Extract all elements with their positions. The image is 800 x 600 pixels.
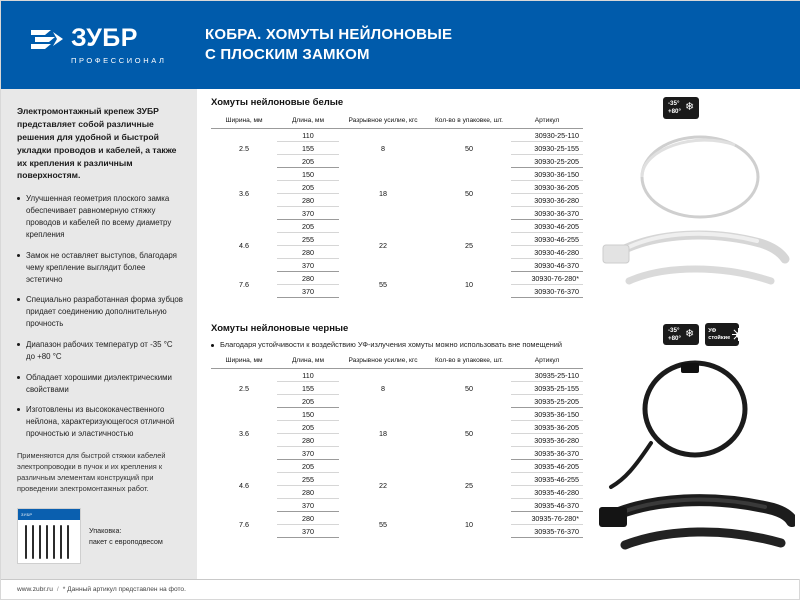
- cell-force: 18: [379, 189, 387, 198]
- table-row: [211, 512, 583, 525]
- cell-length: 205: [277, 395, 339, 408]
- table-row: [211, 129, 583, 142]
- cell-length: 280: [277, 194, 339, 207]
- sun-icon: [732, 328, 745, 341]
- cell-width: 4.6: [239, 241, 249, 250]
- temperature-badge: [663, 97, 699, 119]
- cell-article: 30935-36-280: [511, 434, 583, 447]
- table-row: [211, 408, 583, 421]
- section-note: Благодаря устойчивости к воздействию УФ-излучения хомуты можно использовать вне помещений: [211, 340, 583, 349]
- temperature-badge: [663, 324, 699, 346]
- cell-article: 30930-36-370: [511, 207, 583, 220]
- cell-length: 205: [277, 181, 339, 194]
- cell-force: 8: [381, 143, 385, 153]
- cell-article: 30935-36-150: [511, 408, 583, 421]
- list-item: Замок не оставляет выступов, благодаря чему крепление выглядит более эстетично: [17, 250, 183, 286]
- temp-high: +80°: [668, 107, 681, 115]
- table-header-row: [211, 354, 583, 369]
- page-header: [1, 1, 800, 89]
- cell-article: 30935-25-205: [511, 395, 583, 408]
- cell-force: 55: [379, 280, 387, 289]
- tie-strip: [32, 525, 34, 559]
- footer-note: * Данный артикул представлен на фото.: [62, 586, 186, 593]
- cell-force: 22: [379, 481, 387, 490]
- cell-force: 8: [381, 383, 385, 393]
- cell-length: 205: [277, 220, 339, 233]
- cell-qty: 50: [465, 429, 473, 438]
- cell-length: 150: [277, 408, 339, 421]
- temp-high: +80°: [668, 334, 681, 342]
- zubr-arrow-logo-icon: [29, 26, 63, 52]
- cell-width: 2.5: [239, 383, 249, 393]
- cell-width: 2.5: [239, 143, 249, 153]
- badges-black: [663, 323, 739, 346]
- cell-qty: 25: [465, 241, 473, 250]
- col-qty: Кол-во в упаковке, шт.: [427, 114, 511, 129]
- badges-white: [663, 97, 699, 119]
- logo-text: ЗУБР: [71, 24, 138, 52]
- cell-article: 30935-76-370: [511, 525, 583, 538]
- sidebar-intro: Электромонтажный крепеж ЗУБР представляет собой различные решения для удобной и быстрой укладки проводов и кабелей, а также их крепления к различным поверхностям.: [17, 106, 177, 181]
- tie-strip: [25, 525, 27, 559]
- col-width: Ширина, мм: [211, 354, 277, 369]
- cell-length: 280: [277, 272, 339, 285]
- cell-length: 205: [277, 460, 339, 473]
- package-photo-label: ЗУБР: [21, 512, 33, 518]
- col-length: Длина, мм: [277, 354, 339, 369]
- uv-resistant-badge: [705, 323, 739, 346]
- cell-article: 30930-36-205: [511, 181, 583, 194]
- cell-qty: 50: [465, 143, 473, 153]
- cell-length: 255: [277, 233, 339, 246]
- tie-strip: [67, 525, 69, 559]
- cell-article: 30935-46-370: [511, 499, 583, 512]
- package-photo: [17, 508, 81, 564]
- cell-length: 110: [277, 369, 339, 382]
- cell-width: 3.6: [239, 429, 249, 438]
- col-width: Ширина, мм: [211, 114, 277, 129]
- brand-logo: [1, 1, 197, 89]
- cell-width: 4.6: [239, 481, 249, 490]
- specs-table-white: [211, 114, 583, 298]
- cell-length: 110: [277, 129, 339, 142]
- cell-length: 370: [277, 447, 339, 460]
- list-item: Изготовлены из высококачественного нейлона, характеризующегося отличной прочностью и эластичностью: [17, 404, 183, 440]
- list-item: Обладает хорошими диэлектрическими свойствами: [17, 372, 183, 396]
- specs-table-black: [211, 354, 583, 538]
- cell-qty: 50: [465, 189, 473, 198]
- cell-article: 30930-25-155: [511, 142, 583, 155]
- tie-strip: [46, 525, 48, 559]
- cell-length: 370: [277, 525, 339, 538]
- table-header-row: [211, 114, 583, 129]
- cell-length: 155: [277, 142, 339, 155]
- table-row: [211, 168, 583, 181]
- section-black: [211, 323, 583, 538]
- cell-article: 30930-46-255: [511, 233, 583, 246]
- footer-separator: /: [56, 586, 59, 593]
- table-row: [211, 460, 583, 473]
- cell-length: 280: [277, 434, 339, 447]
- cell-article: 30935-36-370: [511, 447, 583, 460]
- cell-length: 370: [277, 259, 339, 272]
- page-title-line2: С ПЛОСКИМ ЗАМКОМ: [205, 46, 370, 63]
- cell-length: 205: [277, 155, 339, 168]
- temperature-values: [668, 327, 681, 343]
- package-caption-line2: пакет с европодвесом: [89, 536, 163, 546]
- cell-length: 205: [277, 421, 339, 434]
- temp-low: -35°: [668, 100, 680, 107]
- main-content: [197, 89, 800, 579]
- section-title: Хомуты нейлоновые черные: [211, 323, 349, 334]
- footer-site[interactable]: www.zubr.ru: [17, 586, 53, 593]
- cell-width: 3.6: [239, 189, 249, 198]
- cell-article: 30930-25-110: [511, 129, 583, 142]
- cell-width: 7.6: [239, 280, 249, 289]
- list-item: Диапазон рабочих температур от -35 °С до +80 °С: [17, 339, 183, 363]
- sidebar: [1, 89, 197, 579]
- sidebar-note: Применяются для быстрой стяжки кабелей электропроводки в пучок и их крепления к различным элементам конструкций при проведении электромонтажных работ.: [17, 450, 166, 494]
- cell-length: 150: [277, 168, 339, 181]
- col-force: Разрывное усилие, кгс: [339, 354, 427, 369]
- cell-article: 30930-46-205: [511, 220, 583, 233]
- tie-strip: [39, 525, 41, 559]
- page-title: [197, 25, 452, 65]
- cell-article: 30935-25-110: [511, 369, 583, 382]
- package-caption-line1: Упаковка:: [89, 526, 122, 536]
- col-force: Разрывное усилие, кгс: [339, 114, 427, 129]
- snowflake-icon: ❄: [684, 101, 695, 114]
- section-white: [211, 97, 583, 298]
- uv-line2: стойкие: [708, 334, 731, 341]
- uv-badge-text: [708, 328, 730, 341]
- cell-width: 7.6: [239, 520, 249, 529]
- cell-article: 30935-25-155: [511, 382, 583, 395]
- package-block: [17, 508, 183, 564]
- cell-article: 30930-46-370: [511, 259, 583, 272]
- table-row: [211, 369, 583, 382]
- col-length: Длина, мм: [277, 114, 339, 129]
- col-article: Артикул: [511, 114, 583, 129]
- cell-qty: 25: [465, 481, 473, 490]
- cell-article: 30930-25-205: [511, 155, 583, 168]
- cell-article: 30930-36-280: [511, 194, 583, 207]
- cell-force: 22: [379, 241, 387, 250]
- cell-article: 30930-76-280*: [511, 272, 583, 285]
- cell-length: 370: [277, 207, 339, 220]
- cell-length: 280: [277, 246, 339, 259]
- col-article: Артикул: [511, 354, 583, 369]
- table-row: [211, 220, 583, 233]
- uv-line1: УФ: [708, 327, 717, 334]
- cell-length: 280: [277, 486, 339, 499]
- cell-article: 30930-36-150: [511, 168, 583, 181]
- cell-qty: 50: [465, 383, 473, 393]
- package-caption: [89, 508, 163, 547]
- cell-length: 370: [277, 285, 339, 298]
- cell-article: 30935-46-205: [511, 460, 583, 473]
- cell-force: 55: [379, 520, 387, 529]
- product-image-white-ties: [595, 119, 795, 309]
- cell-length: 155: [277, 382, 339, 395]
- package-photo-header: [18, 509, 80, 520]
- cell-article: 30930-76-370: [511, 285, 583, 298]
- tie-strip: [53, 525, 55, 559]
- logo-subtitle: ПРОФЕССИОНАЛ: [71, 55, 167, 65]
- cell-article: 30935-46-280: [511, 486, 583, 499]
- cell-article: 30935-76-280*: [511, 512, 583, 525]
- table-row: [211, 272, 583, 285]
- cell-article: 30935-36-205: [511, 421, 583, 434]
- section-title: Хомуты нейлоновые белые: [211, 97, 344, 108]
- temperature-values: [668, 100, 681, 116]
- feature-list: [17, 193, 183, 440]
- page-footer: [1, 579, 799, 599]
- logo-row: [29, 26, 197, 52]
- list-item: Специально разработанная форма зубцов придает соединению дополнительную прочность: [17, 294, 183, 330]
- cell-qty: 10: [465, 280, 473, 289]
- list-item: Улучшенная геометрия плоского замка обеспечивает равномерную стяжку проводов и кабелей по всему диаметру крепления: [17, 193, 183, 240]
- cell-length: 280: [277, 512, 339, 525]
- cell-length: 255: [277, 473, 339, 486]
- product-image-black-ties: [595, 347, 795, 562]
- tie-strip: [60, 525, 62, 559]
- col-qty: Кол-во в упаковке, шт.: [427, 354, 511, 369]
- snowflake-icon: ❄: [684, 328, 695, 340]
- cell-article: 30930-46-280: [511, 246, 583, 259]
- page-title-line1: КОБРА. ХОМУТЫ НЕЙЛОНОВЫЕ: [205, 26, 453, 44]
- cell-length: 370: [277, 499, 339, 512]
- cell-qty: 10: [465, 520, 473, 529]
- cell-force: 18: [379, 429, 387, 438]
- cell-article: 30935-46-255: [511, 473, 583, 486]
- temp-low: -35°: [668, 326, 680, 334]
